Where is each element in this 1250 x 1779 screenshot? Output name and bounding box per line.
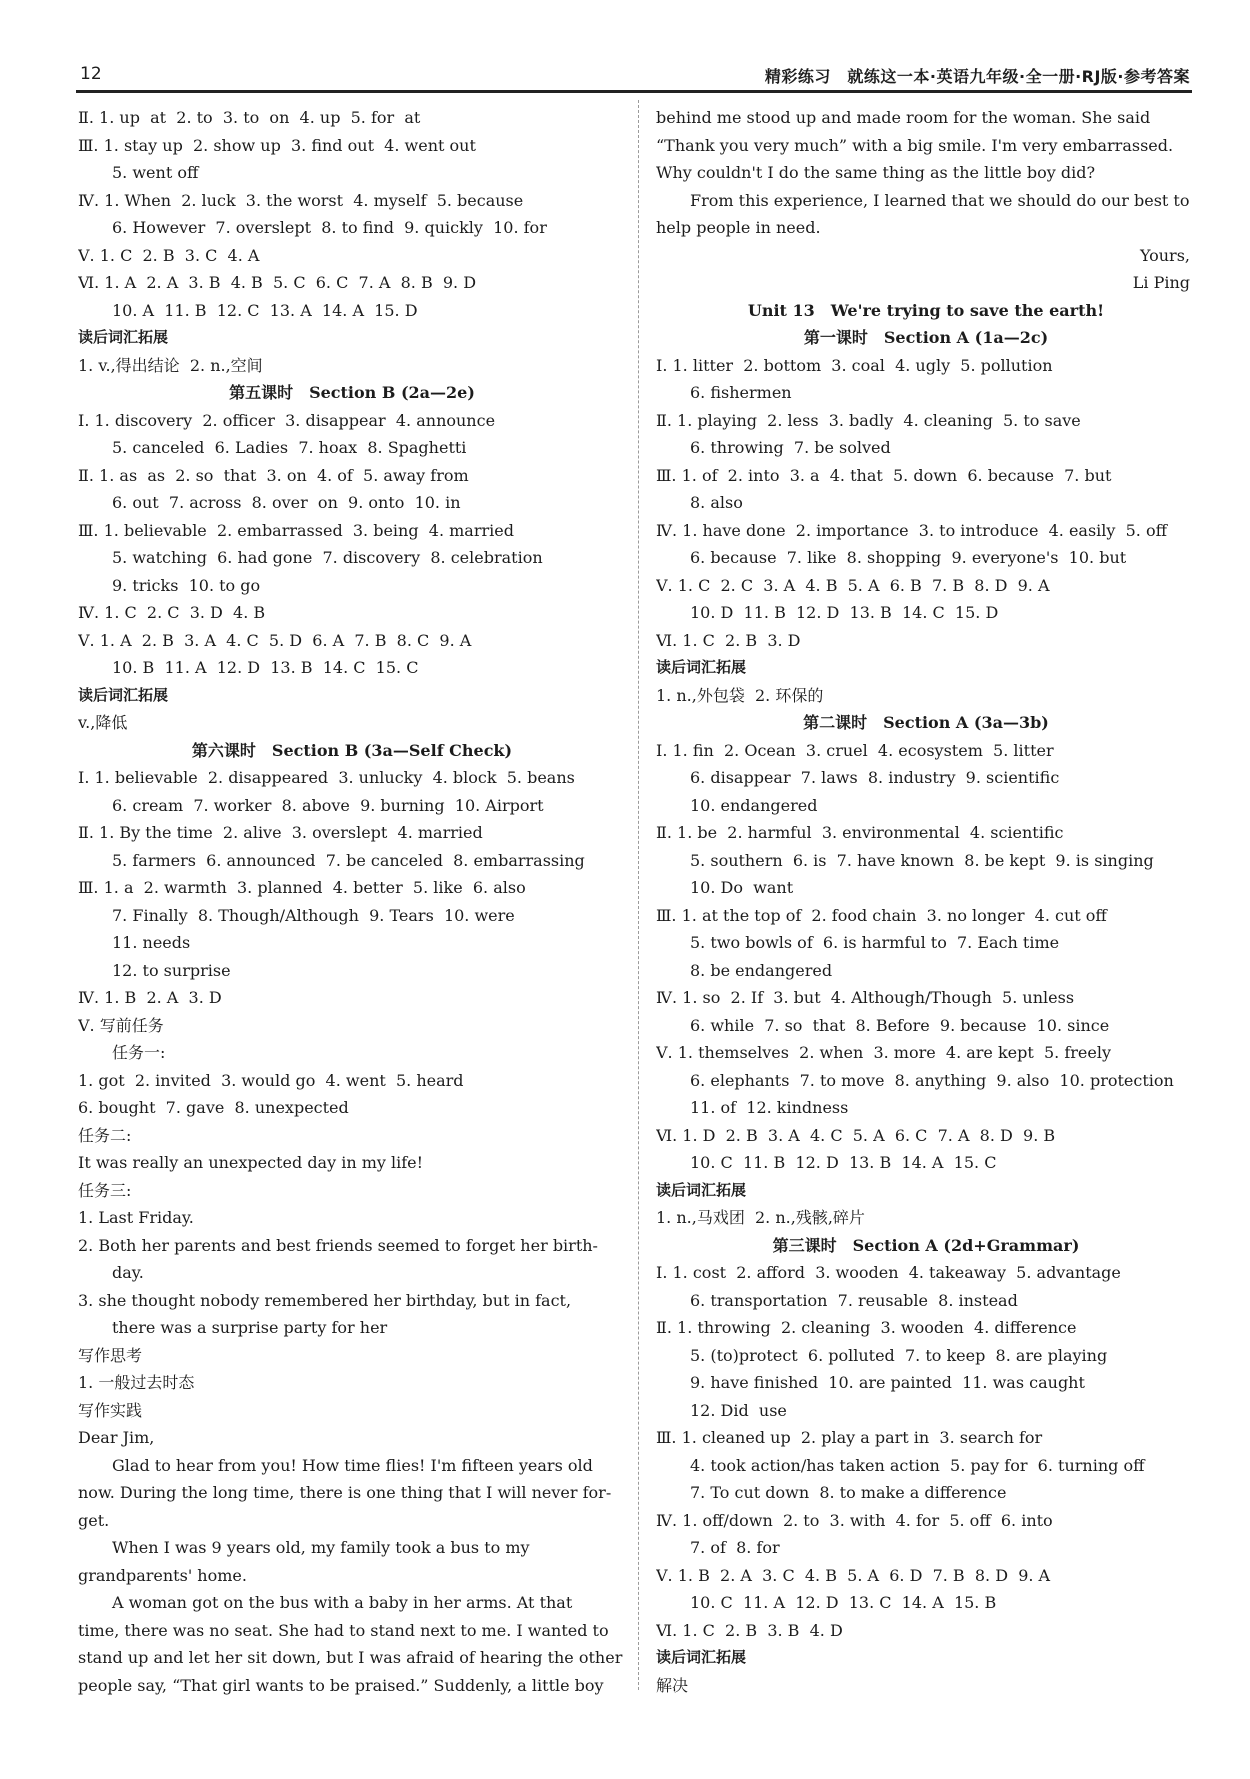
- answer-line: Ⅵ. 1. A 2. A 3. B 4. B 5. C 6. C 7. A 8. B 9. D: [78, 273, 477, 292]
- answer-line: grandparents' home.: [78, 1565, 247, 1585]
- answer-line: 6. throwing 7. be solved: [690, 438, 891, 457]
- answer-line: 5. (to)protect 6. polluted 7. to keep 8. are playing: [690, 1345, 1108, 1365]
- section-heading: 读后词汇拓展: [656, 658, 747, 676]
- answer-line: 1. 一般过去时态: [78, 1373, 195, 1392]
- answer-line: Ⅲ. 1. of 2. into 3. a 4. that 5. down 6. because 7. but: [656, 465, 1112, 485]
- page-number: 12: [80, 64, 102, 84]
- answer-line: Ⅴ. 1. A 2. B 3. A 4. C 5. D 6. A 7. B 8. C 9. A: [78, 630, 472, 650]
- answer-line: 7. Finally 8. Though/Although 9. Tears 10. were: [112, 905, 515, 925]
- answer-line: Ⅱ. 1. as as 2. so that 3. on 4. of 5. away from: [78, 465, 469, 485]
- answer-line: stand up and let her sit down, but I was afraid of hearing the other: [78, 1648, 623, 1667]
- answer-line: Ⅵ. 1. D 2. B 3. A 4. C 5. A 6. C 7. A 8. D 9. B: [656, 1125, 1056, 1145]
- answer-line: 10. Do want: [690, 878, 794, 897]
- answer-line: Ⅲ. 1. a 2. warmth 3. planned 4. better 5. like 6. also: [78, 878, 526, 897]
- answer-line: 6. bought 7. gave 8. unexpected: [78, 1098, 349, 1117]
- answer-line: Yours,: [1139, 245, 1190, 265]
- answer-line: 12. Did use: [690, 1400, 787, 1420]
- answer-line: 10. A 11. B 12. C 13. A 14. A 15. D: [112, 300, 418, 320]
- answer-line: “Thank you very much” with a big smile. I'm very embarrassed.: [656, 135, 1174, 155]
- answer-line: 解决: [656, 1675, 689, 1695]
- answer-line: 任务一:: [112, 1043, 166, 1062]
- answer-line: Ⅲ. 1. cleaned up 2. play a part in 3. search for: [656, 1428, 1043, 1447]
- answer-line: Ⅱ. 1. playing 2. less 3. badly 4. cleaning 5. to save: [656, 410, 1081, 430]
- answer-line: 6. elephants 7. to move 8. anything 9. also 10. protection: [690, 1070, 1174, 1090]
- answer-line: From this experience, I learned that we should do our best to: [690, 190, 1190, 210]
- answer-line: 3. she thought nobody remembered her birthday, but in fact,: [78, 1290, 572, 1310]
- answer-line: When I was 9 years old, my family took a bus to my: [112, 1538, 530, 1557]
- answer-line: 5. southern 6. is 7. have known 8. be kept 9. is singing: [690, 850, 1154, 870]
- answer-line: Ⅰ. 1. litter 2. bottom 3. coal 4. ugly 5. pollution: [656, 355, 1053, 375]
- section-heading: 第五课时 Section B (2a—2e): [229, 383, 475, 402]
- answer-line: Ⅵ. 1. C 2. B 3. D: [656, 630, 801, 650]
- answer-line: Ⅳ. 1. C 2. C 3. D 4. B: [78, 603, 266, 622]
- answer-line: Ⅱ. 1. throwing 2. cleaning 3. wooden 4. difference: [656, 1318, 1077, 1337]
- section-heading: 第六课时 Section B (3a—Self Check): [191, 740, 513, 760]
- section-heading: 读后词汇拓展: [656, 1648, 747, 1666]
- header-rule: [76, 90, 1192, 93]
- answer-line: get.: [78, 1510, 110, 1530]
- answer-line: there was a surprise party for her: [112, 1318, 388, 1337]
- answer-line: 6. because 7. like 8. shopping 9. everyone's 10. but: [690, 548, 1127, 567]
- answer-line: Ⅵ. 1. C 2. B 3. B 4. D: [656, 1620, 843, 1640]
- answer-line: Ⅳ. 1. off/down 2. to 3. with 4. for 5. off 6. into: [656, 1510, 1053, 1530]
- answer-line: Why couldn't I do the same thing as the little boy did?: [656, 163, 1096, 182]
- answer-line: 2. Both her parents and best friends seemed to forget her birth-: [78, 1235, 598, 1255]
- column-divider: [638, 100, 639, 1690]
- section-heading: 读后词汇拓展: [78, 685, 169, 704]
- answer-line: A woman got on the bus with a baby in her arms. At that: [112, 1593, 573, 1612]
- answer-line: 4. took action/has taken action 5. pay for 6. turning off: [690, 1455, 1145, 1475]
- answer-line: 1. v.,得出结论 2. n.,空间: [78, 355, 263, 375]
- answer-line: now. During the long time, there is one thing that I will never for-: [78, 1483, 612, 1502]
- answer-line: Ⅲ. 1. at the top of 2. food chain 3. no longer 4. cut off: [656, 905, 1107, 925]
- answer-line: Ⅰ. 1. discovery 2. officer 3. disappear 4. announce: [78, 410, 496, 430]
- answer-line: 1. n.,外包袋 2. 环保的: [656, 685, 824, 705]
- answer-line: 5. farmers 6. announced 7. be canceled 8. embarrassing: [112, 850, 585, 870]
- answer-line: Ⅴ. 1. B 2. A 3. C 4. B 5. A 6. D 7. B 8. D 9. A: [656, 1565, 1051, 1585]
- section-heading: 读后词汇拓展: [78, 328, 169, 346]
- answer-line: 10. endangered: [690, 795, 818, 815]
- answer-line: Glad to hear from you! How time flies! I'm fifteen years old: [112, 1455, 593, 1475]
- answer-line: Ⅳ. 1. When 2. luck 3. the worst 4. myself 5. because: [78, 190, 524, 210]
- answer-line: 6. out 7. across 8. over on 9. onto 10. in: [112, 493, 461, 512]
- answer-line: 5. two bowls of 6. is harmful to 7. Each time: [690, 933, 1060, 952]
- answer-line: people say, “That girl wants to be praised.” Suddenly, a little boy: [78, 1675, 604, 1695]
- answer-line: 11. needs: [112, 933, 191, 952]
- answer-line: 6. disappear 7. laws 8. industry 9. scientific: [690, 768, 1060, 787]
- answer-line: 6. cream 7. worker 8. above 9. burning 10. Airport: [112, 795, 544, 815]
- answer-line: Ⅴ. 1. C 2. B 3. C 4. A: [78, 245, 260, 265]
- answer-line: Ⅰ. 1. believable 2. disappeared 3. unlucky 4. block 5. beans: [78, 768, 575, 787]
- answer-line: Ⅱ. 1. be 2. harmful 3. environmental 4. scientific: [656, 823, 1064, 842]
- answer-line: Ⅱ. 1. By the time 2. alive 3. overslept 4. married: [78, 823, 483, 842]
- answer-line: Ⅳ. 1. B 2. A 3. D: [78, 988, 222, 1007]
- answer-line: 6. transportation 7. reusable 8. instead: [690, 1290, 1018, 1310]
- answer-line: 1. n.,马戏团 2. n.,残骸,碎片: [656, 1208, 865, 1227]
- answer-line: 6. fishermen: [690, 383, 792, 402]
- answer-line: 10. C 11. A 12. D 13. C 14. A 15. B: [690, 1593, 997, 1612]
- answer-line: 10. D 11. B 12. D 13. B 14. C 15. D: [690, 603, 999, 622]
- answer-line: Ⅰ. 1. cost 2. afford 3. wooden 4. takeaway 5. advantage: [656, 1263, 1121, 1282]
- answer-line: 7. of 8. for: [690, 1538, 780, 1557]
- answer-line: Ⅳ. 1. have done 2. importance 3. to introduce 4. easily 5. off: [656, 520, 1167, 540]
- answer-line: Dear Jim,: [78, 1428, 155, 1447]
- answer-line: Ⅳ. 1. so 2. If 3. but 4. Although/Though 5. unless: [656, 988, 1075, 1007]
- answer-line: 8. be endangered: [690, 960, 833, 980]
- answer-line: behind me stood up and made room for the woman. She said: [656, 108, 1151, 127]
- section-heading: 读后词汇拓展: [656, 1180, 747, 1199]
- answer-line: 9. tricks 10. to go: [112, 575, 261, 595]
- answer-line: Ⅰ. 1. fin 2. Ocean 3. cruel 4. ecosystem 5. litter: [656, 740, 1054, 760]
- answer-line: Ⅲ. 1. stay up 2. show up 3. find out 4. went out: [78, 135, 476, 155]
- running-head: 精彩练习 就练这一本·英语九年级·全一册·RJ版·参考答案: [764, 67, 1190, 86]
- answer-line: 5. canceled 6. Ladies 7. hoax 8. Spaghetti: [112, 438, 467, 457]
- left-column: [78, 104, 626, 1699]
- answer-line: 写作思考: [78, 1345, 143, 1365]
- answer-line: 9. have finished 10. are painted 11. was caught: [690, 1373, 1085, 1392]
- answer-line: 任务二:: [78, 1125, 132, 1145]
- answer-line: 任务三:: [78, 1180, 132, 1200]
- answer-line: 5. went off: [112, 163, 199, 182]
- answer-line: time, there was no seat. She had to stand next to me. I wanted to: [78, 1620, 609, 1640]
- answer-line: Ⅴ. 1. C 2. C 3. A 4. B 5. A 6. B 7. B 8. D 9. A: [656, 575, 1050, 595]
- answer-line: 5. watching 6. had gone 7. discovery 8. celebration: [112, 548, 543, 567]
- answer-line: Li Ping: [1132, 273, 1190, 292]
- answer-line: 1. Last Friday.: [78, 1208, 194, 1227]
- answer-line: v.,降低: [78, 713, 128, 732]
- section-heading: Unit 13 We're trying to save the earth!: [747, 300, 1105, 320]
- answer-line: Ⅴ. 1. themselves 2. when 3. more 4. are kept 5. freely: [656, 1043, 1111, 1062]
- right-column: [656, 104, 1196, 1699]
- answer-line: day.: [112, 1263, 144, 1282]
- answer-line: Ⅴ. 写前任务: [78, 1015, 164, 1035]
- answer-line: It was really an unexpected day in my life!: [78, 1153, 424, 1172]
- answer-line: 7. To cut down 8. to make a difference: [690, 1483, 1007, 1502]
- answer-line: 6. while 7. so that 8. Before 9. because 10. since: [690, 1015, 1110, 1035]
- answer-line: 12. to surprise: [112, 960, 231, 980]
- answer-line: 写作实践: [78, 1400, 143, 1420]
- answer-line: 6. However 7. overslept 8. to find 9. quickly 10. for: [112, 218, 547, 237]
- answer-line: 10. B 11. A 12. D 13. B 14. C 15. C: [112, 658, 419, 677]
- answer-line: help people in need.: [656, 218, 821, 237]
- answer-line: Ⅱ. 1. up at 2. to 3. to on 4. up 5. for at: [78, 108, 421, 127]
- answer-line: 10. C 11. B 12. D 13. B 14. A 15. C: [690, 1153, 997, 1172]
- section-heading: 第一课时 Section A (1a—2c): [803, 328, 1049, 347]
- section-heading: 第三课时 Section A (2d+Grammar): [772, 1235, 1080, 1255]
- answer-line: 8. also: [690, 493, 743, 512]
- answer-line: Ⅲ. 1. believable 2. embarrassed 3. being 4. married: [78, 520, 514, 540]
- answer-line: 11. of 12. kindness: [690, 1098, 849, 1117]
- answer-line: 1. got 2. invited 3. would go 4. went 5. heard: [78, 1070, 464, 1090]
- section-heading: 第二课时 Section A (3a—3b): [803, 713, 1049, 732]
